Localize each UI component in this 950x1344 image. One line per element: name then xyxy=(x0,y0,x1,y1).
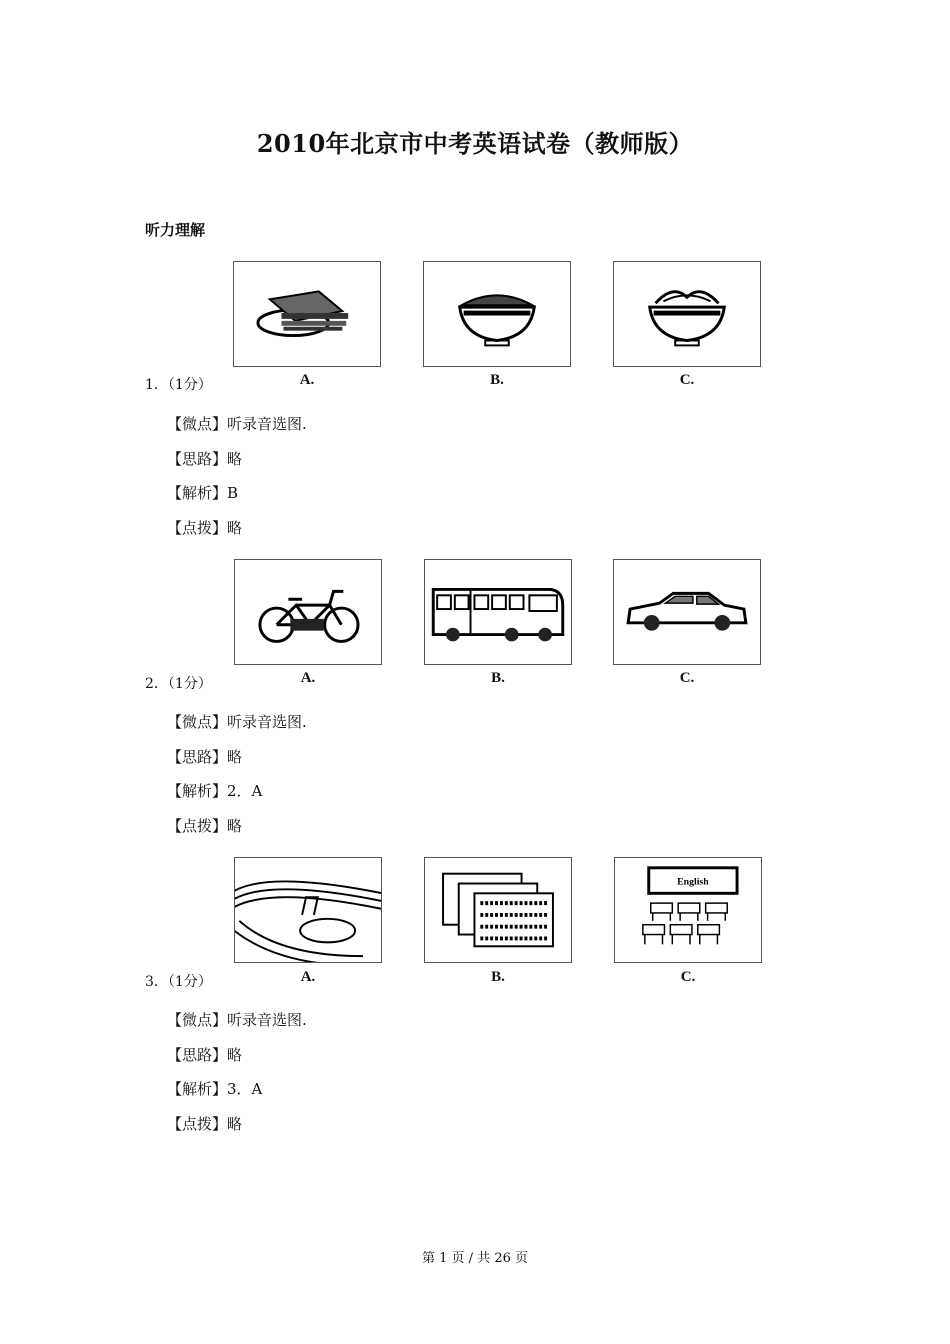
option-label: A. xyxy=(300,969,316,985)
bus-icon xyxy=(425,560,571,664)
option-picture-c xyxy=(613,559,761,665)
page-title: 2010年北京市中考英语试卷（教师版） xyxy=(256,129,694,158)
question-number: 1．（1分） xyxy=(145,377,212,393)
option-picture-c xyxy=(614,857,762,963)
feedback-line: 【思路】略 xyxy=(167,748,243,766)
feedback-line: 【解析】B xyxy=(167,484,239,502)
option-label: C. xyxy=(679,670,695,686)
option-picture-a xyxy=(233,261,381,367)
bookshelf-icon xyxy=(425,858,571,962)
option-label: B. xyxy=(491,969,505,985)
noodle-bowl-icon xyxy=(614,262,760,366)
feedback-line: 【思路】略 xyxy=(167,450,243,468)
option-picture-a xyxy=(234,857,382,963)
option-label: A. xyxy=(299,372,315,388)
option-picture-b xyxy=(424,559,572,665)
blackboard-text: English xyxy=(677,876,709,888)
feedback-line: 【思路】略 xyxy=(167,1046,243,1064)
option-picture-b xyxy=(424,857,572,963)
option-label: C. xyxy=(679,372,695,388)
classroom-icon xyxy=(615,858,761,962)
option-label: C. xyxy=(680,969,696,985)
feedback-line: 【微点】听录音选图. xyxy=(167,415,307,433)
question-number: 3．（1分） xyxy=(145,974,212,990)
option-picture-a xyxy=(234,559,382,665)
section-heading: 听力理解 xyxy=(145,221,206,239)
page-footer: 第 1 页 / 共 26 页 xyxy=(422,1251,528,1266)
rice-bowl-icon xyxy=(424,262,570,366)
feedback-line: 【点拨】略 xyxy=(167,817,243,835)
option-label: B. xyxy=(491,670,505,686)
feedback-line: 【点拨】略 xyxy=(167,519,243,537)
option-picture-b xyxy=(423,261,571,367)
option-picture-c xyxy=(613,261,761,367)
question-number: 2．（1分） xyxy=(145,676,212,692)
option-label: B. xyxy=(490,372,504,388)
playground-icon xyxy=(235,858,381,962)
option-label: A. xyxy=(300,670,316,686)
feedback-line: 【解析】2．A xyxy=(167,782,263,800)
feedback-line: 【点拨】略 xyxy=(167,1115,243,1133)
feedback-line: 【微点】听录音选图. xyxy=(167,1011,307,1029)
car-icon xyxy=(614,560,760,664)
bicycle-icon xyxy=(235,560,381,664)
feedback-line: 【微点】听录音选图. xyxy=(167,713,307,731)
feedback-line: 【解析】3．A xyxy=(167,1080,263,1098)
sandwich-icon xyxy=(234,262,380,366)
